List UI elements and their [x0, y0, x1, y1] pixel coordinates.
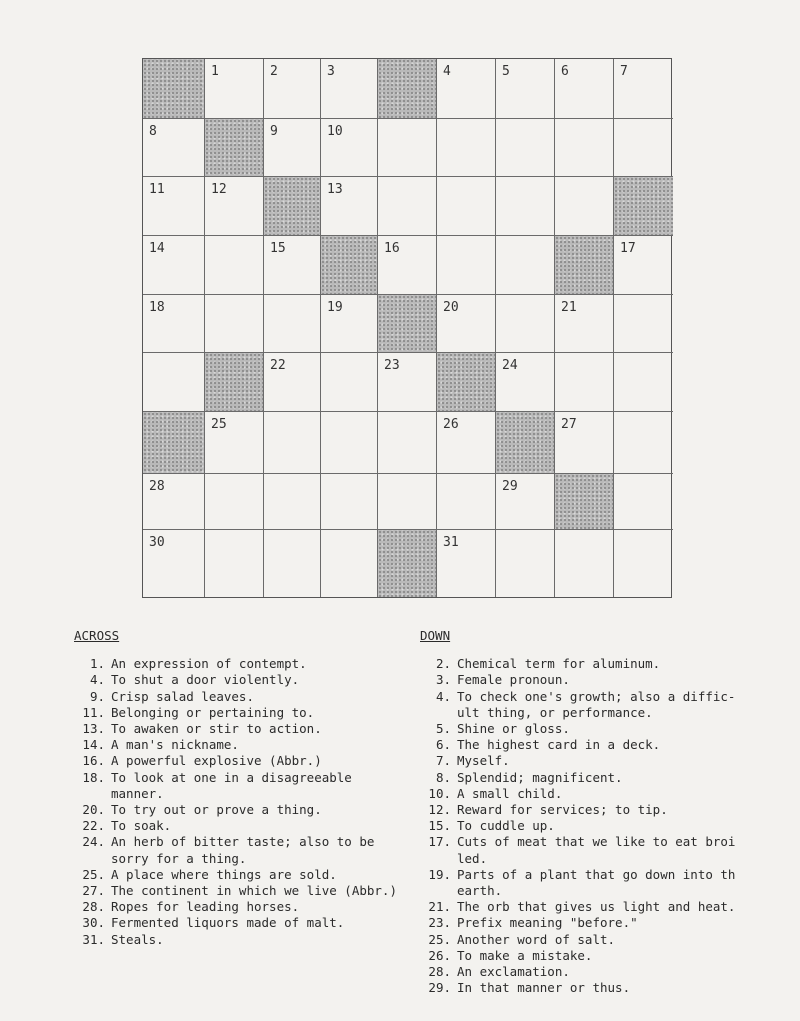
clue-number: 18.: [82, 769, 105, 785]
grid-cell-number: 2: [270, 64, 278, 79]
grid-cell: [614, 353, 673, 412]
grid-cell: [321, 177, 378, 236]
clue-number: 30.: [82, 915, 105, 931]
clue-text: To shut a door violently.: [111, 672, 300, 688]
grid-cell-shaded: [614, 177, 673, 236]
grid-cell: [378, 353, 437, 412]
grid-cell: [321, 295, 378, 353]
grid-cell: [264, 119, 321, 177]
grid-cell-shaded: [205, 119, 264, 177]
grid-cell-shaded: [378, 295, 437, 353]
grid-cell: [143, 177, 205, 236]
across-clue: [74, 737, 404, 753]
grid-cell-number: 20: [443, 300, 459, 315]
across-clue-list: [74, 656, 404, 948]
grid-cell-number: 28: [149, 479, 165, 494]
grid-cell-number: 1: [211, 64, 219, 79]
down-clue: [420, 948, 800, 964]
grid-cell-number: 23: [384, 358, 400, 373]
clue-text: To check one's growth; also a diffic- ult thing, or performance.: [457, 688, 736, 720]
grid-cell-number: 5: [502, 64, 510, 79]
across-clue: [74, 689, 404, 705]
across-heading: ACROSS: [74, 628, 120, 643]
clue-number: 9.: [89, 688, 105, 704]
clue-number: 21.: [428, 899, 451, 915]
down-clue: [420, 964, 800, 980]
clue-text: The continent in which we live (Abbr.): [111, 883, 397, 899]
clue-number: 26.: [428, 947, 451, 963]
grid-cell: [143, 236, 205, 295]
grid-cell: [555, 412, 614, 474]
clue-text: Shine or gloss.: [457, 721, 570, 737]
down-clue: [420, 867, 800, 899]
grid-cell: [205, 59, 264, 119]
clue-number: 7.: [435, 753, 451, 769]
grid-cell-shaded: [143, 412, 205, 474]
clue-number: 2.: [435, 656, 451, 672]
clue-text: In that manner or thus.: [457, 980, 631, 996]
across-clue: [74, 721, 404, 737]
grid-cell: [205, 530, 264, 597]
grid-cell: [437, 236, 496, 295]
down-clue: [420, 672, 800, 688]
clue-number: 4.: [435, 688, 451, 704]
grid-cell-number: 7: [620, 64, 628, 79]
clue-text: The orb that gives us light and heat.: [457, 899, 736, 915]
clue-number: 14.: [82, 737, 105, 753]
clue-text: Ropes for leading horses.: [111, 899, 300, 915]
across-clue: [74, 834, 404, 866]
grid-cell-shaded: [264, 177, 321, 236]
grid-cell: [614, 530, 673, 597]
grid-cell-number: 15: [270, 241, 286, 256]
grid-cell-shaded: [496, 412, 555, 474]
grid-cell: [614, 474, 673, 530]
clue-text: A powerful explosive (Abbr.): [111, 753, 322, 769]
across-clue: [74, 672, 404, 688]
clue-number: 28.: [82, 899, 105, 915]
clue-text: Female pronoun.: [457, 672, 570, 688]
grid-cell: [437, 59, 496, 119]
grid-cell: [437, 412, 496, 474]
across-clue: [74, 899, 404, 915]
down-clue: [420, 818, 800, 834]
down-clue: [420, 915, 800, 931]
grid-cell-shaded: [555, 236, 614, 295]
grid-cell-shaded: [321, 236, 378, 295]
grid-cell-number: 22: [270, 358, 286, 373]
clue-text: An expression of contempt.: [111, 656, 307, 672]
grid-cell-number: 26: [443, 417, 459, 432]
across-clue: [74, 867, 404, 883]
grid-cell-number: 6: [561, 64, 569, 79]
across-clue: [74, 802, 404, 818]
clue-text: To look at one in a disagreeable manner.: [111, 769, 352, 801]
across-clues: [74, 628, 404, 948]
grid-cell-number: 19: [327, 300, 343, 315]
grid-cell: [555, 295, 614, 353]
clue-text: Another word of salt.: [457, 931, 616, 947]
clue-text: Belonging or pertaining to.: [111, 704, 315, 720]
grid-cell-number: 21: [561, 300, 577, 315]
grid-cell: [264, 59, 321, 119]
grid-cell: [143, 530, 205, 597]
grid-cell: [437, 474, 496, 530]
grid-cell: [321, 474, 378, 530]
down-clue: [420, 721, 800, 737]
grid-cell: [496, 353, 555, 412]
across-clue: [74, 753, 404, 769]
down-clue: [420, 834, 800, 866]
grid-cell-shaded: [205, 353, 264, 412]
grid-cell-number: 10: [327, 124, 343, 139]
across-clue: [74, 883, 404, 899]
down-heading: DOWN: [420, 628, 451, 643]
clue-text: Reward for services; to tip.: [457, 802, 668, 818]
grid-cell: [496, 59, 555, 119]
down-clue: [420, 786, 800, 802]
clue-number: 1.: [89, 656, 105, 672]
clue-text: To try out or prove a thing.: [111, 802, 322, 818]
grid-cell-shaded: [437, 353, 496, 412]
across-clue: [74, 656, 404, 672]
grid-cell-number: 24: [502, 358, 518, 373]
clue-text: Fermented liquors made of malt.: [111, 915, 345, 931]
grid-cell-number: 18: [149, 300, 165, 315]
clue-text: Splendid; magnificent.: [457, 769, 623, 785]
clue-text: Cuts of meat that we like to eat broi led.: [457, 834, 736, 866]
clue-text: An exclamation.: [457, 964, 570, 980]
grid-cell: [496, 119, 555, 177]
down-clue: [420, 753, 800, 769]
clue-text: Myself.: [457, 753, 510, 769]
grid-cell: [614, 236, 673, 295]
clue-number: 20.: [82, 802, 105, 818]
clue-number: 12.: [428, 802, 451, 818]
clue-number: 5.: [435, 721, 451, 737]
grid-cell: [378, 412, 437, 474]
grid-cell: [378, 474, 437, 530]
grid-cell: [614, 119, 673, 177]
grid-cell: [205, 412, 264, 474]
grid-cell: [496, 295, 555, 353]
grid-cell: [205, 236, 264, 295]
down-clue: [420, 770, 800, 786]
down-clues: [420, 628, 800, 996]
grid-cell: [264, 530, 321, 597]
clue-number: 29.: [428, 980, 451, 996]
clue-number: 19.: [428, 866, 451, 882]
grid-cell: [143, 474, 205, 530]
grid-cell: [496, 236, 555, 295]
grid-cell-number: 8: [149, 124, 157, 139]
grid-cell-number: 3: [327, 64, 335, 79]
grid-cell: [555, 353, 614, 412]
clue-number: 17.: [428, 834, 451, 850]
across-clue: [74, 770, 404, 802]
down-clue: [420, 802, 800, 818]
crossword-grid: [142, 58, 672, 598]
down-clue: [420, 899, 800, 915]
grid-cell: [437, 177, 496, 236]
clue-number: 23.: [428, 915, 451, 931]
across-clue: [74, 818, 404, 834]
grid-cell: [143, 295, 205, 353]
down-clue-list: [420, 656, 800, 996]
grid-cell-number: 11: [149, 182, 165, 197]
grid-cell-number: 31: [443, 535, 459, 550]
clue-number: 28.: [428, 964, 451, 980]
clue-text: The highest card in a deck.: [457, 737, 661, 753]
grid-cell: [555, 177, 614, 236]
grid-cell: [264, 236, 321, 295]
grid-cell-number: 9: [270, 124, 278, 139]
grid-cell: [143, 353, 205, 412]
grid-cell: [496, 474, 555, 530]
grid-cell: [378, 119, 437, 177]
grid-cell: [321, 59, 378, 119]
grid-cell: [378, 177, 437, 236]
down-clue: [420, 689, 800, 721]
grid-cell: [496, 177, 555, 236]
down-clue: [420, 980, 800, 996]
grid-cell: [614, 59, 673, 119]
clue-text: Prefix meaning "before.": [457, 915, 638, 931]
grid-cell-number: 14: [149, 241, 165, 256]
clue-text: Parts of a plant that go down into th earth.: [457, 866, 736, 899]
down-clue: [420, 932, 800, 948]
grid-cell: [264, 474, 321, 530]
grid-cell: [205, 295, 264, 353]
clue-text: A small child.: [457, 785, 563, 801]
grid-cell-number: 13: [327, 182, 343, 197]
grid-cell: [378, 236, 437, 295]
clue-text: To make a mistake.: [457, 947, 593, 963]
grid-cell: [437, 295, 496, 353]
grid-cell-number: 30: [149, 535, 165, 550]
grid-cell-number: 4: [443, 64, 451, 79]
clue-text: A man's nickname.: [111, 737, 239, 753]
grid-cell: [264, 353, 321, 412]
grid-cell: [264, 295, 321, 353]
clue-number: 3.: [435, 672, 451, 688]
grid-cell: [205, 177, 264, 236]
grid-cell: [496, 530, 555, 597]
grid-cell-number: 17: [620, 241, 636, 256]
clue-number: 6.: [435, 737, 451, 753]
grid-cell: [321, 530, 378, 597]
clue-number: 24.: [82, 834, 105, 850]
grid-cell: [321, 119, 378, 177]
clue-number: 27.: [82, 883, 105, 899]
clue-number: 13.: [82, 721, 105, 737]
clue-text: A place where things are sold.: [111, 866, 337, 882]
grid-cell: [143, 119, 205, 177]
clue-text: To awaken or stir to action.: [111, 721, 322, 737]
across-clue: [74, 915, 404, 931]
clue-number: 10.: [428, 785, 451, 801]
clue-number: 25.: [428, 931, 451, 947]
grid-cell: [555, 119, 614, 177]
grid-cell: [205, 474, 264, 530]
down-clue: [420, 737, 800, 753]
across-clue: [74, 705, 404, 721]
grid-cell-number: 12: [211, 182, 227, 197]
grid-cell: [555, 530, 614, 597]
clue-number: 4.: [89, 672, 105, 688]
clue-text: To cuddle up.: [457, 818, 555, 834]
grid-cell-shaded: [555, 474, 614, 530]
grid-cell-shaded: [378, 59, 437, 119]
grid-cell-number: 29: [502, 479, 518, 494]
grid-cell: [555, 59, 614, 119]
grid-cell: [614, 295, 673, 353]
clue-text: To soak.: [111, 818, 172, 834]
clue-number: 15.: [428, 818, 451, 834]
grid-cell: [437, 530, 496, 597]
clue-number: 16.: [82, 753, 105, 769]
clue-number: 22.: [82, 818, 105, 834]
grid-cell-shaded: [378, 530, 437, 597]
clue-number: 25.: [82, 866, 105, 882]
clue-number: 31.: [82, 931, 105, 947]
grid-cell-number: 27: [561, 417, 577, 432]
clue-number: 8.: [435, 769, 451, 785]
grid-cell: [614, 412, 673, 474]
grid-cell: [321, 353, 378, 412]
clue-text: Chemical term for aluminum.: [457, 656, 661, 672]
clue-text: An herb of bitter taste; also to be sorry for a thing.: [111, 834, 375, 866]
clue-number: 11.: [82, 704, 105, 720]
grid-cell-shaded: [143, 59, 205, 119]
clue-text: Crisp salad leaves.: [111, 688, 254, 704]
grid-cell: [437, 119, 496, 177]
clue-text: Steals.: [111, 931, 164, 947]
across-clue: [74, 932, 404, 948]
down-clue: [420, 656, 800, 672]
grid-cell-number: 25: [211, 417, 227, 432]
grid-cell-number: 16: [384, 241, 400, 256]
grid-cell: [264, 412, 321, 474]
grid-cell: [321, 412, 378, 474]
